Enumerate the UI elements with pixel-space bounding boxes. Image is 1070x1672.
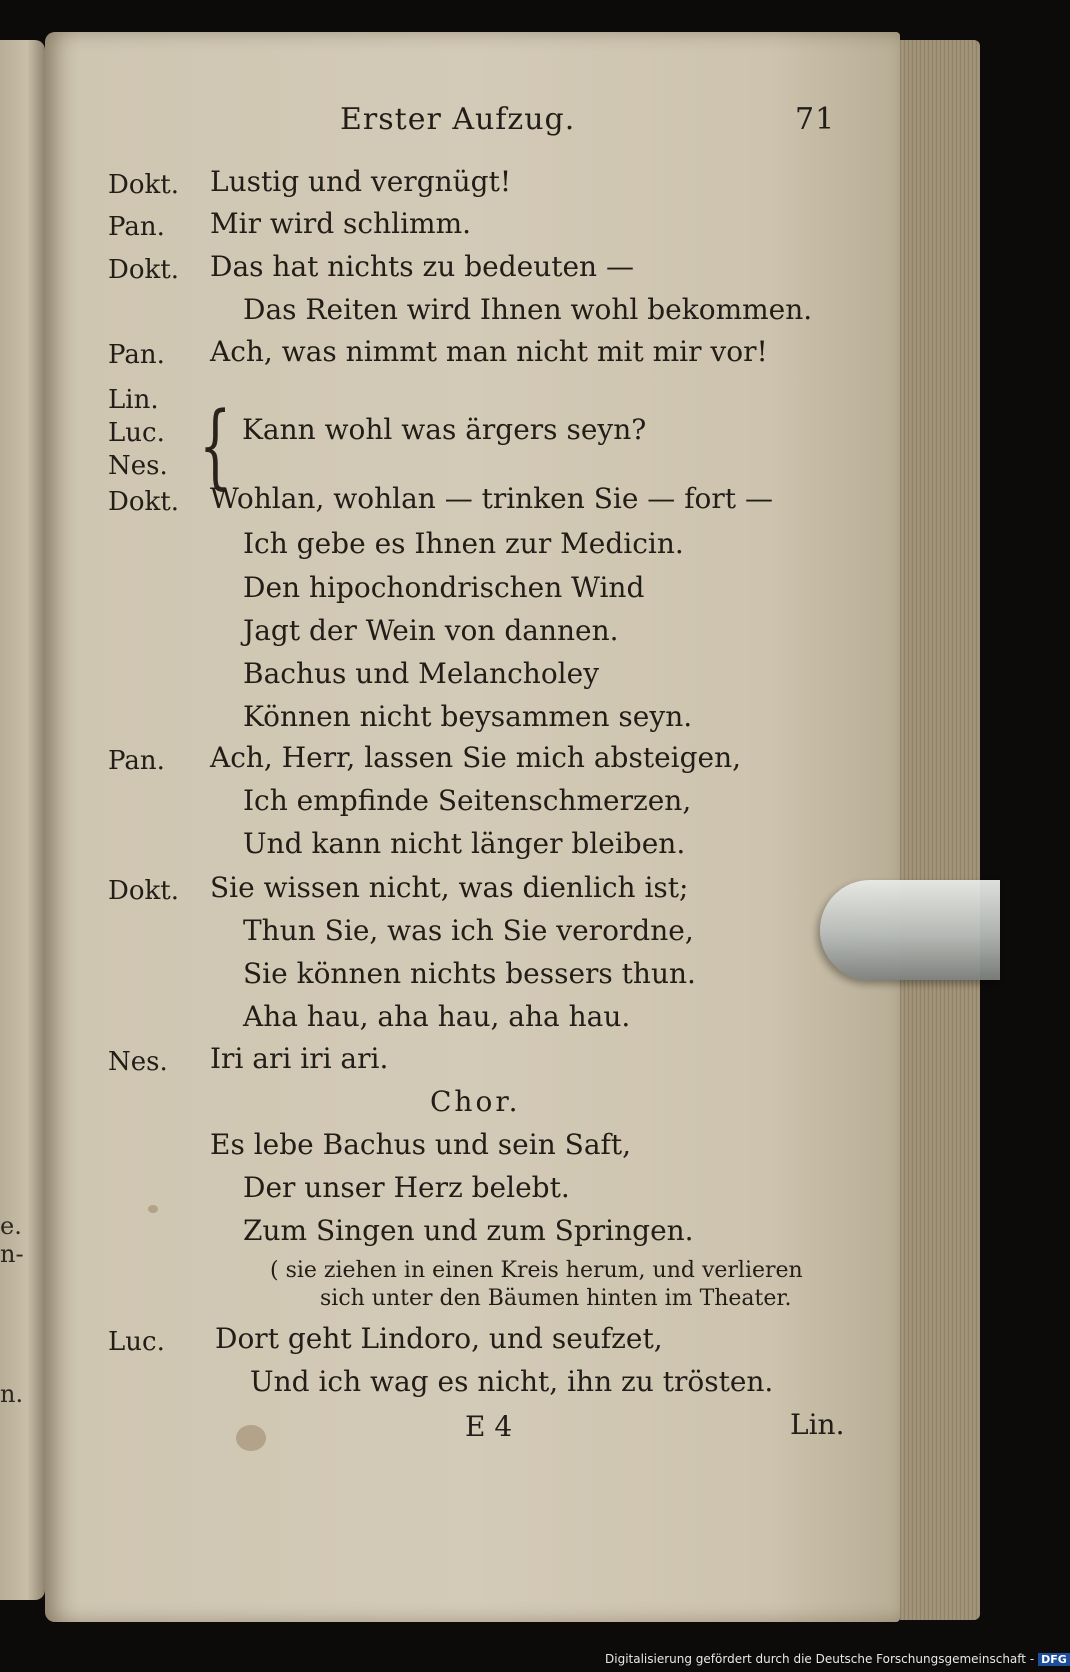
speaker-label: Dokt. xyxy=(108,487,179,517)
dialogue-line: Sie wissen nicht, was dienlich ist; xyxy=(210,871,689,904)
dialogue-line: Das Reiten wird Ihnen wohl bekommen. xyxy=(243,293,813,326)
footer-text: Digitalisierung gefördert durch die Deutsche Forschungsgemeinschaft - xyxy=(605,1652,1035,1666)
dialogue-line: Dort geht Lindoro, und seufzet, xyxy=(215,1322,663,1355)
dialogue-line: Aha hau, aha hau, aha hau. xyxy=(243,1000,631,1033)
dialogue-line: Ach, was nimmt man nicht mit mir vor! xyxy=(210,335,768,368)
speaker-label: Dokt. xyxy=(108,255,179,285)
speaker-label: Pan. xyxy=(108,746,165,776)
catchword: Lin. xyxy=(790,1408,845,1441)
dialogue-line: Kann wohl was ärgers seyn? xyxy=(242,413,647,446)
speaker-label: Nes. xyxy=(108,1047,168,1077)
signature-mark: E 4 xyxy=(465,1410,513,1443)
dialogue-line: Mir wird schlimm. xyxy=(210,207,472,240)
dialogue-line: Bachus und Melancholey xyxy=(243,657,600,690)
chorus-line: Zum Singen und zum Springen. xyxy=(243,1214,694,1247)
dialogue-line: Ich empfinde Seitenschmerzen, xyxy=(243,784,692,817)
left-fragment: e. xyxy=(0,1212,22,1240)
page-holder-clip xyxy=(820,880,1000,980)
speaker-label: Pan. xyxy=(108,212,165,242)
speaker-label: Nes. xyxy=(108,451,168,481)
dialogue-line: Können nicht beysammen seyn. xyxy=(243,700,693,733)
dialogue-line: Den hipochondrischen Wind xyxy=(243,571,645,604)
chorus-line: Der unser Herz belebt. xyxy=(243,1171,570,1204)
dialogue-line: Iri ari iri ari. xyxy=(210,1042,389,1075)
dialogue-line: Ach, Herr, lassen Sie mich absteigen, xyxy=(210,741,742,774)
dialogue-line: Das hat nichts zu bedeuten — xyxy=(210,250,634,283)
dialogue-line: Ich gebe es Ihnen zur Medicin. xyxy=(243,527,684,560)
dialogue-line: Und kann nicht länger bleiben. xyxy=(243,827,686,860)
paper-stain xyxy=(148,1205,158,1213)
dialogue-line: Und ich wag es nicht, ihn zu trösten. xyxy=(250,1365,774,1398)
dialogue-line: Sie können nichts bessers thun. xyxy=(243,957,696,990)
stage-direction: sich unter den Bäumen hinten im Theater. xyxy=(320,1286,792,1311)
dfg-logo: DFG xyxy=(1038,1653,1070,1666)
speaker-label: Luc. xyxy=(108,1327,165,1357)
speaker-label: Pan. xyxy=(108,340,165,370)
speaker-label: Lin. xyxy=(108,385,159,415)
chorus-heading: Chor. xyxy=(430,1085,521,1118)
running-header: Erster Aufzug. xyxy=(340,102,576,137)
left-fragment: n- xyxy=(0,1240,24,1268)
page-number: 71 xyxy=(795,102,836,137)
speaker-label: Dokt. xyxy=(108,170,179,200)
left-page-edge xyxy=(0,40,45,1600)
chorus-line: Es lebe Bachus und sein Saft, xyxy=(210,1128,632,1161)
paper-stain xyxy=(236,1425,266,1451)
stage-direction: ( sie ziehen in einen Kreis herum, und verlieren xyxy=(270,1258,803,1283)
brace-symbol: { xyxy=(199,392,232,499)
page-block-edge xyxy=(900,40,980,1620)
dialogue-line: Wohlan, wohlan — trinken Sie — fort — xyxy=(210,482,773,515)
dialogue-line: Jagt der Wein von dannen. xyxy=(243,614,619,647)
footer-credit xyxy=(605,1652,1070,1666)
speaker-label: Luc. xyxy=(108,418,165,448)
dialogue-line: Lustig und vergnügt! xyxy=(210,165,512,198)
speaker-label: Dokt. xyxy=(108,876,179,906)
left-fragment: n. xyxy=(0,1380,24,1408)
dialogue-line: Thun Sie, was ich Sie verordne, xyxy=(243,914,694,947)
